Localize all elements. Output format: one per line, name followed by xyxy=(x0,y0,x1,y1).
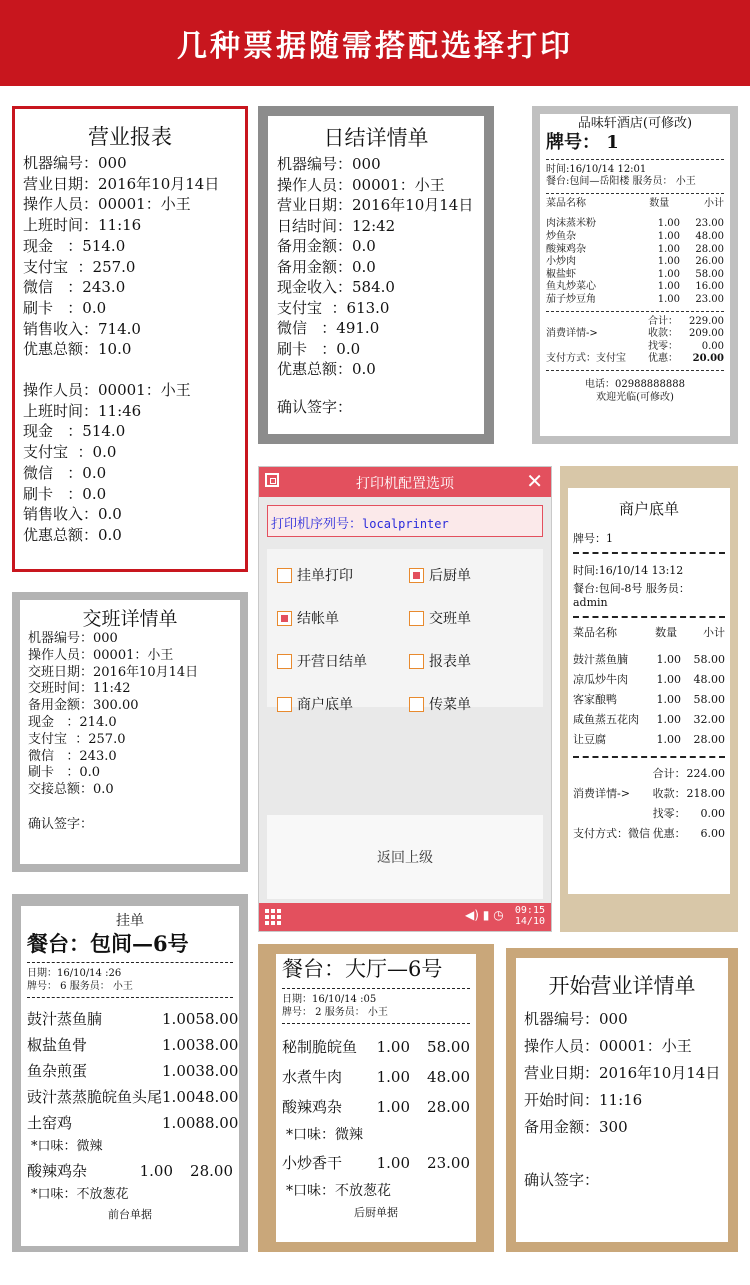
receipt-merchant-frame xyxy=(560,466,738,932)
receipt-line: 优惠总额：0.0 xyxy=(23,525,122,544)
divider xyxy=(546,370,724,371)
item-row xyxy=(546,294,724,307)
receipt-line: 交接总额：0.0 xyxy=(28,782,114,798)
receipt-line: 备用金额：300.00 xyxy=(28,698,139,714)
receipt-line: 机器编号：000 xyxy=(277,155,381,173)
item-name: 茄子炒豆角 xyxy=(546,293,596,305)
item-row xyxy=(27,1032,238,1058)
item-amount: 23.00 xyxy=(695,218,724,230)
item-name: 小炒肉 xyxy=(546,256,576,268)
item-row xyxy=(573,650,725,670)
item-row xyxy=(573,730,725,750)
battery-icon: ▮ xyxy=(482,908,490,922)
receipt-line: 操作人员：00001：小王 xyxy=(23,381,191,400)
receipt-line: 机器编号：000 xyxy=(524,1010,628,1028)
receipt-title: 交班详情单 xyxy=(82,608,178,630)
print-options xyxy=(267,549,543,713)
serial-label: 打印机序列号： xyxy=(271,517,363,532)
item-row xyxy=(546,231,724,244)
item-amount: 32.00 xyxy=(693,713,725,726)
receipt-line: 现金 ：514.0 xyxy=(23,236,126,255)
divider xyxy=(546,193,724,194)
item-amount: 48.00 xyxy=(427,1068,470,1086)
receipt-line: 支付宝 ：257.0 xyxy=(28,731,126,747)
receipt-line: 交班日期：2016年10月14日 xyxy=(28,664,199,680)
checkbox[interactable] xyxy=(277,654,292,669)
item-amount: 38.00 xyxy=(195,1036,239,1054)
receipt-title: 挂单 xyxy=(116,913,144,929)
receipt-line: 微信 ：243.0 xyxy=(23,278,126,297)
checkbox[interactable] xyxy=(409,568,424,583)
receipt-line: 支付宝 ：257.0 xyxy=(23,257,136,276)
receipt-hold-frame xyxy=(12,894,248,1252)
item-row xyxy=(27,1058,238,1084)
order-plate: 牌号： 6 服务员： 小王 xyxy=(27,981,133,992)
table-name: 餐台：大厅—6号 xyxy=(282,957,443,981)
item-qty: 1.00 xyxy=(376,1068,410,1086)
receipt-line: 微信 ：491.0 xyxy=(277,319,380,337)
printer-config-dialog xyxy=(258,466,552,932)
item-amount: 23.00 xyxy=(695,293,724,305)
receipt-line: 日结时间：12:42 xyxy=(277,216,396,235)
item-qty: 1.00 xyxy=(657,218,680,230)
receipt-line: 销售收入：0.0 xyxy=(23,505,122,524)
volume-icon: ◀) xyxy=(465,908,479,922)
receipt-title: 开始营业详情单 xyxy=(548,974,696,998)
receipt-daily-close-frame xyxy=(258,106,494,444)
receipt-line: 营业日期：2016年10月14日 xyxy=(277,196,474,214)
status-time: 09:15 xyxy=(514,905,545,916)
item-amount: 28.00 xyxy=(693,733,725,746)
divider xyxy=(282,988,470,989)
item-amount: 28.00 xyxy=(695,243,724,255)
receipt-line: 机器编号：000 xyxy=(23,154,127,172)
item-qty: 1.00 xyxy=(657,281,680,293)
receipt-line: 操作人员：00001：小王 xyxy=(524,1037,692,1055)
option-kitchen[interactable]: 后厨单 xyxy=(409,565,471,585)
item-qty: 1.00 xyxy=(656,693,681,706)
taste-note: *口味：微辣 xyxy=(286,1127,363,1143)
item-row xyxy=(27,1084,238,1110)
item-name: 鱼杂煎蛋 xyxy=(27,1062,88,1080)
checkbox[interactable] xyxy=(277,611,292,626)
receipt-line: 刷卡 ：0.0 xyxy=(277,339,361,358)
item-row xyxy=(27,1110,238,1136)
item-qty: 1.00 xyxy=(657,256,680,268)
item-name: 秘制脆皖鱼 xyxy=(282,1038,358,1056)
bill-header: 菜品名称 数量 小计 xyxy=(573,626,725,639)
option-checkout[interactable]: 结帐单 xyxy=(277,608,339,628)
item-amount: 48.00 xyxy=(695,230,724,242)
item-name: 酸辣鸡杂 xyxy=(282,1098,343,1116)
order-plate: 牌号： 2 服务员： 小王 xyxy=(282,1007,388,1018)
checkbox[interactable] xyxy=(277,697,292,712)
checkbox[interactable] xyxy=(409,611,424,626)
item-qty: 1.00 xyxy=(162,1114,196,1132)
option-serving[interactable]: 传菜单 xyxy=(409,694,471,714)
printer-serial-field[interactable] xyxy=(267,505,543,537)
receipt-line: 刷卡 ：0.0 xyxy=(23,298,107,317)
bill-header: 菜品名称 数量 小计 xyxy=(546,197,724,209)
order-item-last: 小炒香干 1.00 23.00 xyxy=(282,1154,470,1172)
receipt-line: 支付宝 ：0.0 xyxy=(23,443,117,462)
item-qty: 1.00 xyxy=(162,1010,196,1028)
item-name: 咸鱼蒸五花肉 xyxy=(573,713,639,726)
receipt-line: 优惠总额：10.0 xyxy=(23,340,132,359)
receipt-line: 微信 ：243.0 xyxy=(28,748,117,764)
receipt-line: 备用金额：300 xyxy=(524,1118,628,1136)
receipt-line: 刷卡 ：0.0 xyxy=(23,484,107,503)
item-name: 椒盐鱼骨 xyxy=(27,1036,88,1054)
receipt-line: 操作人员：00001：小王 xyxy=(23,195,191,214)
option-shift[interactable]: 交班单 xyxy=(409,608,471,628)
bill-table: 餐台:包间—岳阳楼 服务员： 小王 xyxy=(546,176,696,188)
status-date: 14/10 xyxy=(514,916,545,927)
receipt-line: 营业日期：2016年10月14日 xyxy=(524,1064,721,1082)
receipt-line: 备用金额：0.0 xyxy=(277,257,376,276)
receipt-shift-frame xyxy=(12,592,248,872)
bill-time: 时间:16/10/14 12:01 xyxy=(546,163,647,175)
item-qty: 1.00 xyxy=(656,713,681,726)
shop-phone: 电话：02988888888 xyxy=(585,378,685,390)
item-row xyxy=(573,690,725,710)
receipt-line: 操作人员：00001：小王 xyxy=(277,175,445,194)
bill-time: 时间:16/10/14 13:12 xyxy=(573,564,684,577)
divider xyxy=(27,962,233,963)
option-report[interactable]: 报表单 xyxy=(409,651,471,671)
item-amount: 48.00 xyxy=(195,1088,239,1106)
taste-note: *口味：不放葱花 xyxy=(31,1187,129,1202)
item-row xyxy=(282,1062,470,1092)
dialog-footer xyxy=(259,903,551,931)
item-row xyxy=(546,244,724,257)
item-amount: 48.00 xyxy=(693,673,725,686)
item-name: 让豆腐 xyxy=(573,733,606,746)
item-row xyxy=(546,281,724,294)
item-row xyxy=(546,256,724,269)
item-row xyxy=(546,218,724,231)
receipt-line: 微信 ：0.0 xyxy=(23,463,107,482)
item-amount: 58.00 xyxy=(427,1038,470,1056)
sign-label: 确认签字： xyxy=(28,816,94,832)
item-qty: 1.00 xyxy=(376,1098,410,1116)
divider xyxy=(573,616,725,618)
option-hold-print[interactable]: 挂单打印 xyxy=(277,565,353,585)
bill-table: 餐台:包间-8号 服务员： admin xyxy=(573,582,690,609)
welcome-text: 欢迎光临(可修改) xyxy=(596,391,674,403)
item-qty: 1.00 xyxy=(656,673,681,686)
item-name: 炒鱼杂 xyxy=(546,230,576,242)
dialog-title: 打印机配置选项 xyxy=(356,476,454,492)
item-amount: 58.00 xyxy=(195,1010,239,1028)
dialog-header xyxy=(259,467,551,497)
receipt-line: 上班时间：11:16 xyxy=(23,216,142,235)
receipt-kitchen-frame xyxy=(258,944,494,1252)
receipt-line: 交班时间：11:42 xyxy=(28,681,131,697)
receipt-line: 机器编号：000 xyxy=(28,631,118,646)
checkbox[interactable] xyxy=(409,697,424,712)
order-date: 日期：16/10/14 :26 xyxy=(27,968,122,979)
item-amount: 58.00 xyxy=(693,693,725,706)
item-amount: 28.00 xyxy=(427,1098,470,1116)
item-row xyxy=(573,710,725,730)
receipt-merchant xyxy=(568,488,730,894)
order-item-last: 酸辣鸡杂 1.00 28.00 xyxy=(27,1162,233,1180)
bill-summary: 合计： 224.00 消费详情-> 收款： 218.00 找零： 0.00 支付方式：微信 优惠： 6.00 xyxy=(573,767,725,840)
item-name: 客家酿鸭 xyxy=(573,693,617,706)
option-open-close[interactable]: 开营日结单 xyxy=(277,651,367,671)
receipt-line: 备用金额：0.0 xyxy=(277,237,376,255)
bill-items xyxy=(546,218,724,306)
divider xyxy=(546,159,724,160)
receipt-line: 销售收入：714.0 xyxy=(23,319,141,338)
item-amount: 58.00 xyxy=(693,653,725,666)
divider xyxy=(573,552,725,554)
receipt-business-report-frame xyxy=(12,106,248,572)
item-qty: 1.00 xyxy=(656,653,681,666)
item-name: 酸辣鸡杂 xyxy=(546,243,586,255)
receipt-shift xyxy=(20,600,240,864)
item-name: 水煮牛肉 xyxy=(282,1068,343,1086)
receipt-business-report xyxy=(15,109,245,569)
checkbox[interactable] xyxy=(277,568,292,583)
divider xyxy=(27,997,233,998)
item-amount: 88.00 xyxy=(195,1114,239,1132)
receipt-hold xyxy=(21,906,239,1246)
receipt-line: 优惠总额：0.0 xyxy=(277,360,376,378)
item-name: 肉沫蒸米粉 xyxy=(546,218,596,230)
order-items xyxy=(27,1006,238,1136)
item-qty: 1.00 xyxy=(657,230,680,242)
item-amount: 38.00 xyxy=(195,1062,239,1080)
item-name: 凉瓜炒牛肉 xyxy=(573,673,628,686)
receipt-kitchen xyxy=(276,954,476,1242)
divider xyxy=(282,1023,470,1024)
item-name: 鼓汁蒸鱼腩 xyxy=(27,1010,103,1028)
receipt-footer: 后厨单据 xyxy=(354,1206,398,1219)
bill-items xyxy=(573,650,725,750)
banner-title: 几种票据随需搭配选择打印 xyxy=(177,29,573,64)
taste-note: *口味：不放葱花 xyxy=(286,1183,391,1199)
item-row xyxy=(282,1092,470,1122)
receipt-title: 营业报表 xyxy=(88,125,172,149)
item-row xyxy=(27,1006,238,1032)
receipt-bill-frame xyxy=(532,106,738,444)
back-button[interactable]: 返回上级 xyxy=(267,815,543,899)
item-row xyxy=(573,670,725,690)
receipt-daily-close xyxy=(268,116,484,434)
receipt-line: 操作人员：00001：小王 xyxy=(28,647,174,663)
item-amount: 26.00 xyxy=(695,256,724,268)
shop-name: 品味轩酒店(可修改) xyxy=(577,116,693,131)
item-name: 鱼丸炒菜心 xyxy=(546,281,596,293)
item-name: 鼓汁蒸鱼腩 xyxy=(573,653,628,666)
receipt-line: 现金 ：214.0 xyxy=(28,714,117,730)
option-merchant[interactable]: 商户底单 xyxy=(277,694,353,714)
receipt-line: 现金 ：514.0 xyxy=(23,422,126,441)
banner xyxy=(0,0,750,86)
item-amount: 16.00 xyxy=(695,281,724,293)
receipt-title: 商户底单 xyxy=(618,500,679,518)
item-qty: 1.00 xyxy=(162,1088,196,1106)
close-icon[interactable]: ✕ xyxy=(526,469,543,493)
checkbox[interactable] xyxy=(409,654,424,669)
item-qty: 1.00 xyxy=(162,1062,196,1080)
receipt-line: 开始时间：11:16 xyxy=(524,1091,643,1109)
receipt-footer: 前台单据 xyxy=(108,1208,152,1221)
item-amount: 58.00 xyxy=(695,268,724,280)
clock-icon: ◷ xyxy=(493,908,504,922)
item-qty: 1.00 xyxy=(657,268,680,280)
menu-grid-icon[interactable] xyxy=(265,909,281,925)
item-qty: 1.00 xyxy=(656,733,681,746)
table-name: 餐台：包间—6号 xyxy=(27,931,189,956)
item-row xyxy=(546,269,724,282)
divider xyxy=(573,756,725,758)
plate-number: 牌号： 1 xyxy=(546,131,619,153)
receipt-title: 日结详情单 xyxy=(323,126,429,150)
item-name: 椒盐虾 xyxy=(546,268,576,280)
order-date: 日期：16/10/14 :05 xyxy=(282,994,377,1005)
item-name: 土窑鸡 xyxy=(27,1114,73,1132)
receipt-line: 现金收入：584.0 xyxy=(277,278,395,296)
taste-note: *口味：微辣 xyxy=(31,1139,103,1154)
receipt-line: 支付宝 ：613.0 xyxy=(277,298,390,317)
item-qty: 1.00 xyxy=(376,1038,410,1056)
item-qty: 1.00 xyxy=(162,1036,196,1054)
receipt-line: 刷卡 ：0.0 xyxy=(28,765,101,781)
order-items xyxy=(282,1032,470,1122)
receipt-open xyxy=(516,958,728,1242)
plate-number: 牌号：1 xyxy=(573,532,613,545)
item-qty: 1.00 xyxy=(657,293,680,305)
receipt-line: 上班时间：11:46 xyxy=(23,401,142,420)
serial-value: localprinter xyxy=(362,517,449,531)
item-row xyxy=(282,1032,470,1062)
item-qty: 1.00 xyxy=(657,243,680,255)
bill-summary: 合计： 229.00 消费详情-> 收款： 209.00 找零： 0.00 支付方式：支付宝 优惠： 20.00 xyxy=(546,315,724,365)
item-name: 豉汁蒸蒸脆皖鱼头尾 xyxy=(27,1088,163,1106)
receipt-line: 营业日期：2016年10月14日 xyxy=(23,174,220,193)
sign-label: 确认签字： xyxy=(277,397,353,416)
receipt-open-frame xyxy=(506,948,738,1252)
receipt-bill xyxy=(540,114,730,436)
divider xyxy=(546,311,724,312)
sign-label: 确认签字： xyxy=(524,1171,600,1189)
